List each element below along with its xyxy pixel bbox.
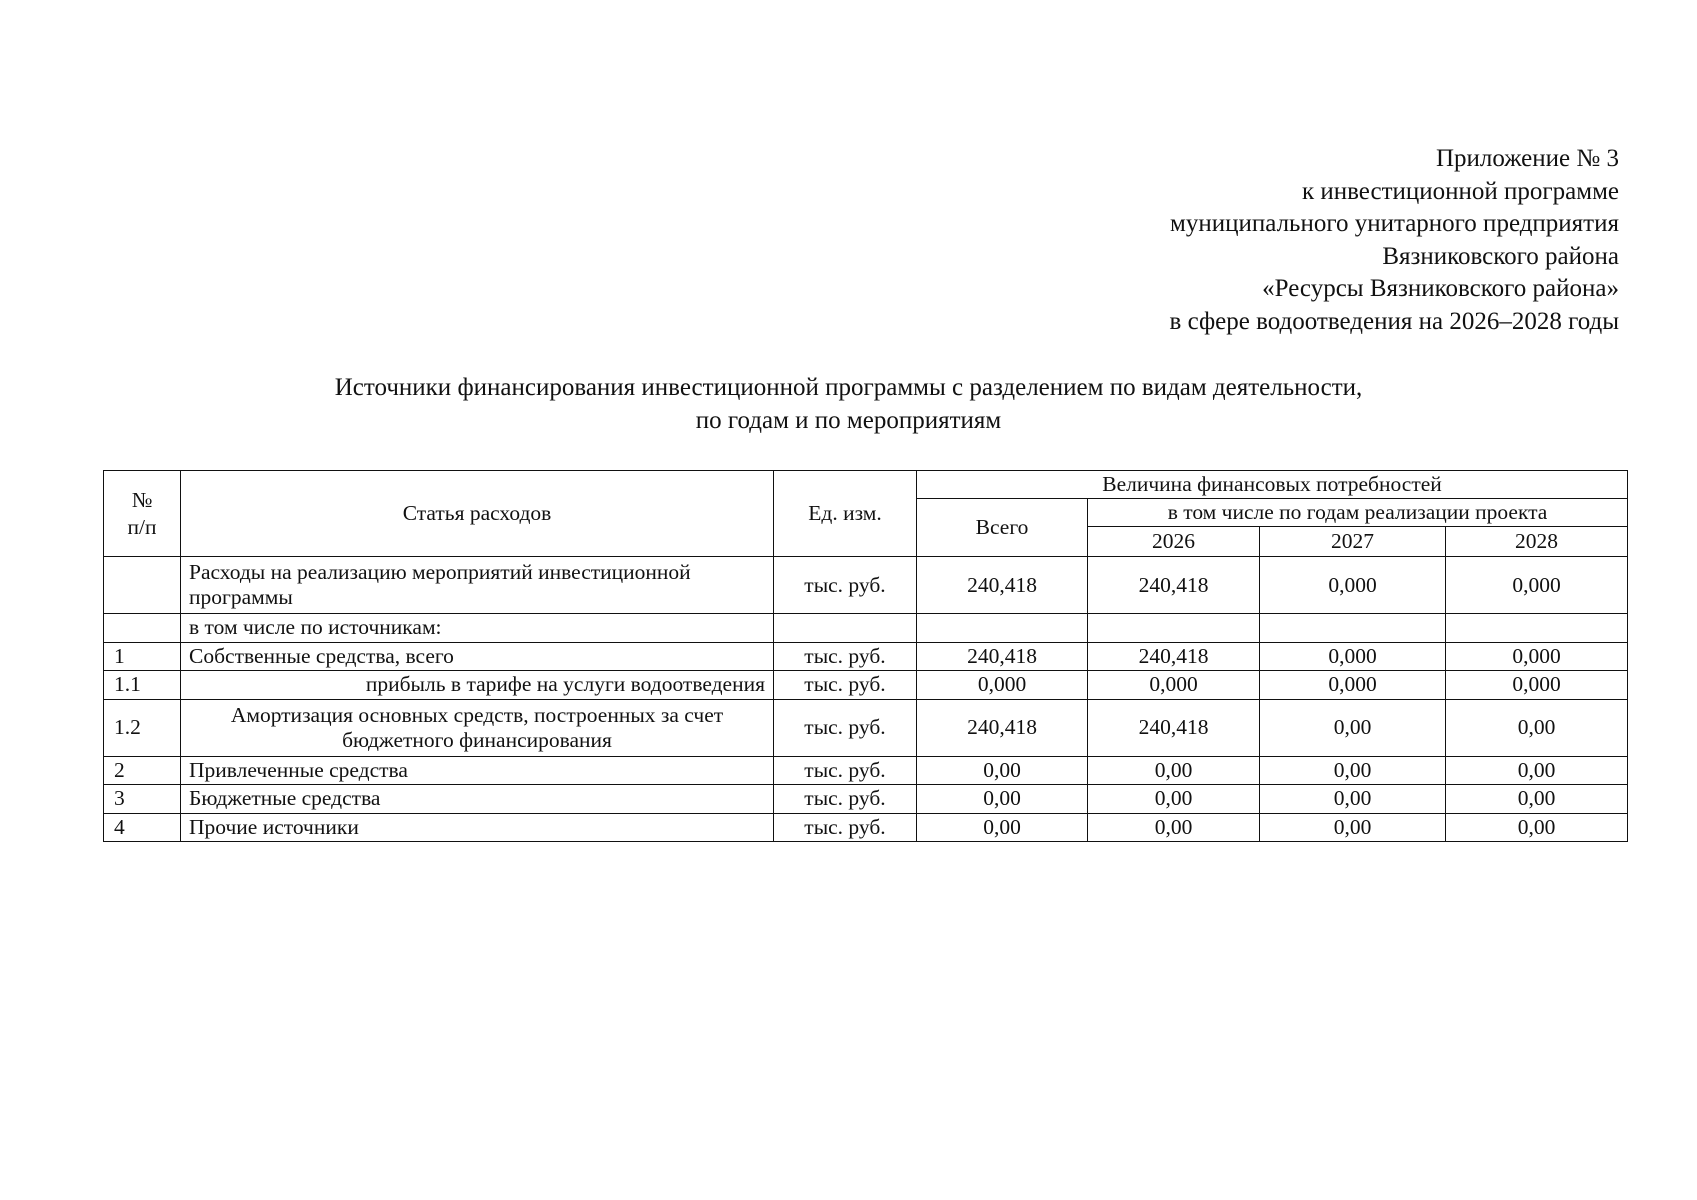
table-row (104, 699, 1628, 756)
cell-2027: 0,000 (1260, 642, 1446, 671)
cell-article: Собственные средства, всего (181, 642, 774, 671)
table-row (104, 614, 1628, 643)
header-year-2026: 2026 (1088, 527, 1260, 557)
header-num-symbol: № (131, 487, 153, 512)
table-row (104, 813, 1628, 842)
cell-2026: 0,00 (1088, 756, 1260, 785)
cell-unit: тыс. руб. (774, 699, 917, 756)
cell-unit: тыс. руб. (774, 756, 917, 785)
cell-total: 0,00 (917, 813, 1088, 842)
cell-total: 240,418 (917, 557, 1088, 614)
cell-2026 (1088, 614, 1260, 643)
header-article: Статья расходов (181, 471, 774, 557)
cell-2026: 240,418 (1088, 699, 1260, 756)
cell-2027: 0,00 (1260, 699, 1446, 756)
cell-2027 (1260, 614, 1446, 643)
cell-total: 0,00 (917, 756, 1088, 785)
table-row (104, 557, 1628, 614)
cell-num: 1.2 (104, 699, 181, 756)
appendix-line: Приложение № 3 (1435, 145, 1619, 172)
cell-unit: тыс. руб. (774, 785, 917, 814)
header-row (104, 471, 1628, 499)
cell-2028: 0,00 (1446, 785, 1628, 814)
header-by-years: в том числе по годам реализации проекта (1088, 499, 1628, 527)
table-row (104, 642, 1628, 671)
cell-2026: 0,00 (1088, 813, 1260, 842)
cell-2027: 0,000 (1260, 671, 1446, 700)
cell-total: 0,000 (917, 671, 1088, 700)
appendix-line: муниципального унитарного предприятия (1170, 210, 1619, 237)
cell-2027: 0,000 (1260, 557, 1446, 614)
cell-2028: 0,000 (1446, 642, 1628, 671)
appendix-line: в сфере водоотведения на 2026–2028 годы (1169, 307, 1619, 335)
title-line-2: по годам и по мероприятиям (695, 407, 1002, 434)
header-year-2028: 2028 (1446, 527, 1628, 557)
cell-unit: тыс. руб. (774, 813, 917, 842)
table-row (104, 756, 1628, 785)
document-title (0, 371, 1697, 437)
cell-num (104, 614, 181, 643)
cell-num: 1 (104, 642, 181, 671)
header-num-text: п/п (127, 514, 157, 539)
cell-unit: тыс. руб. (774, 557, 917, 614)
cell-unit: тыс. руб. (774, 642, 917, 671)
cell-2028: 0,000 (1446, 671, 1628, 700)
cell-num: 3 (104, 785, 181, 814)
cell-2028: 0,00 (1446, 699, 1628, 756)
cell-total (917, 614, 1088, 643)
cell-article: Амортизация основных средств, построенных за счет бюджетного финансирования (181, 699, 774, 756)
cell-total: 0,00 (917, 785, 1088, 814)
cell-2028: 0,00 (1446, 756, 1628, 785)
cell-2027: 0,00 (1260, 756, 1446, 785)
cell-num: 1.1 (104, 671, 181, 700)
header-needs: Величина финансовых потребностей (917, 471, 1628, 499)
cell-total: 240,418 (917, 642, 1088, 671)
table-row (104, 785, 1628, 814)
cell-article: в том числе по источникам: (181, 614, 774, 643)
cell-2026: 240,418 (1088, 557, 1260, 614)
cell-unit: тыс. руб. (774, 671, 917, 700)
cell-2027: 0,00 (1260, 813, 1446, 842)
cell-article: прибыль в тарифе на услуги водоотведения (181, 671, 774, 700)
header-year-2027: 2027 (1260, 527, 1446, 557)
cell-2027: 0,00 (1260, 785, 1446, 814)
cell-article: Прочие источники (181, 813, 774, 842)
cell-num: 2 (104, 756, 181, 785)
cell-article: Расходы на реализацию мероприятий инвестиционной программы (181, 557, 774, 614)
cell-2026: 0,00 (1088, 785, 1260, 814)
appendix-line: «Ресурсы Вязниковского района» (1262, 275, 1619, 302)
title-line-1: Источники финансирования инвестиционной программы с разделением по видам деятельности, (334, 374, 1363, 401)
cell-unit (774, 614, 917, 643)
appendix-line: Вязниковского района (1382, 242, 1619, 270)
cell-article: Привлеченные средства (181, 756, 774, 785)
table-row (104, 671, 1628, 700)
cell-total: 240,418 (917, 699, 1088, 756)
cell-2028: 0,000 (1446, 557, 1628, 614)
cell-num: 4 (104, 813, 181, 842)
appendix-line: к инвестиционной программе (1301, 177, 1619, 205)
header-num (104, 471, 181, 557)
header-unit: Ед. изм. (774, 471, 917, 557)
header-total: Всего (917, 499, 1088, 557)
cell-2026: 240,418 (1088, 642, 1260, 671)
cell-2028 (1446, 614, 1628, 643)
appendix-block (1170, 143, 1619, 338)
cell-num (104, 557, 181, 614)
cell-2026: 0,000 (1088, 671, 1260, 700)
financing-table (103, 470, 1628, 842)
cell-article: Бюджетные средства (181, 785, 774, 814)
cell-2028: 0,00 (1446, 813, 1628, 842)
